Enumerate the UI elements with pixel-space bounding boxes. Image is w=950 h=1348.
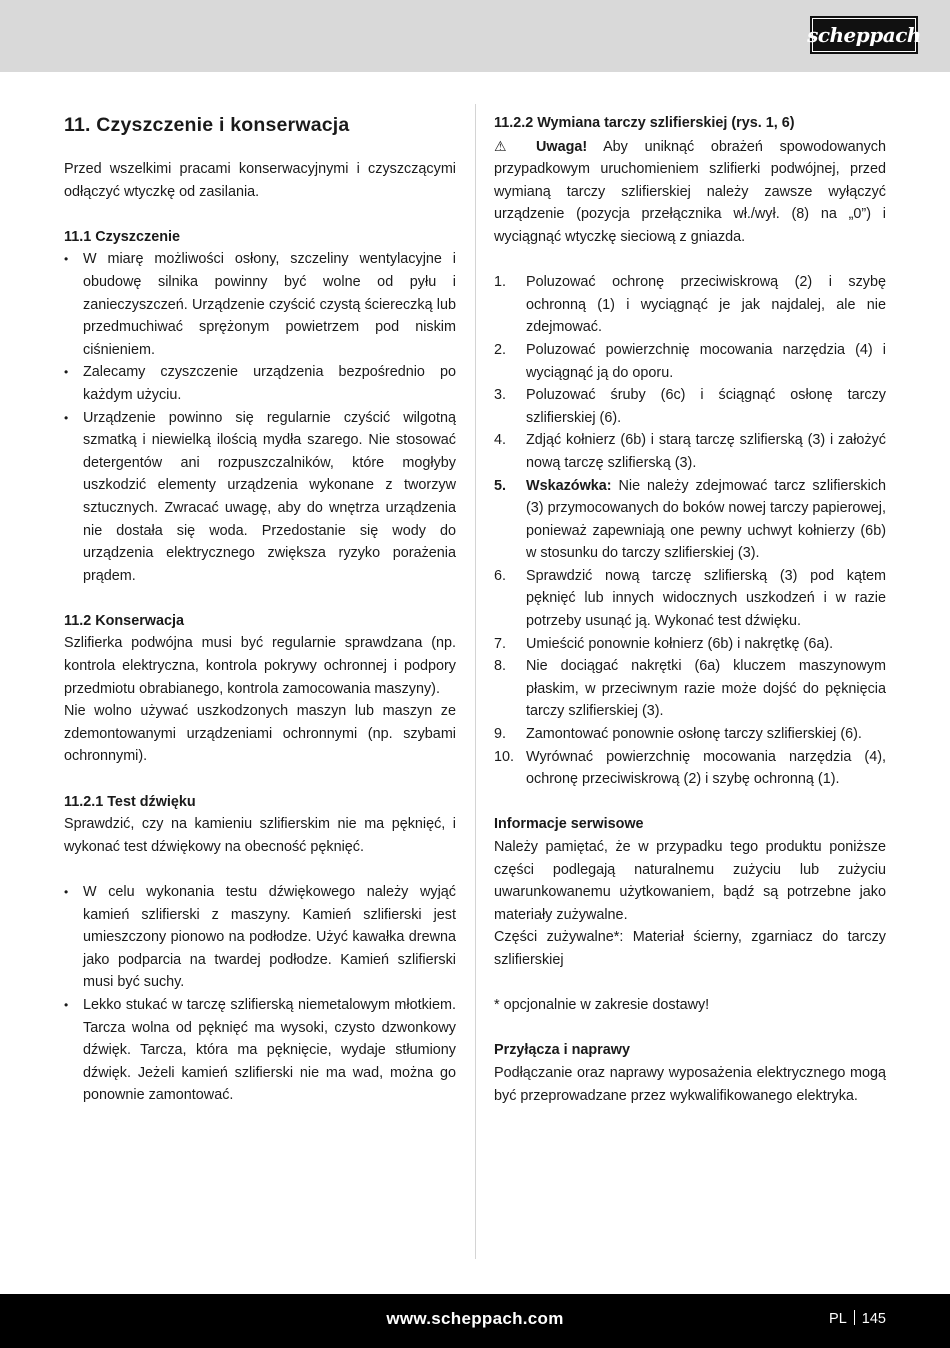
warning-label: Uwaga! [535,138,588,155]
warning-paragraph [494,135,886,249]
list-item: 9. Zamontować ponownie osłonę tarczy szlifierskiej (6). [494,726,862,743]
heading-service-info: Informacje serwisowe [494,816,644,833]
list-item: • Urządzenie powinno się regularnie czyścić wilgotną szmatką i niewielką ilością mydła szarego. Nie stosować detergentów ani rozpuszczalników, które mogłyby uszkodzić elementy urządzenia wykonane z tworzyw sztucznych. Zwracać uwagę, aby do wnętrza urządzenia nie dostała się woda. Przedostanie się wody do urządzenia elektrycznego zwiększa ryzyko porażenia prądem. [64,407,456,588]
heading-sound-test: 11.2.1 Test dźwięku [64,793,196,810]
heading-maintenance: 11.2 Konserwacja [64,612,184,629]
note-label: Wskazówka: [526,477,612,494]
list-item: 2. Poluzować powierzchnię mocowania narzędzia (4) i wyciągnąć ją do oporu. [494,341,886,381]
sound-test-paragraph: Sprawdzić, czy na kamieniu szlifierskim nie ma pęknięć, i wykonać test dźwiękowy na obecność pęknięć. [64,816,456,855]
steps-list [494,271,886,791]
list-item: 6. Sprawdzić nową tarczę szlifierską (3) pod kątem pęknięć lub innych widocznych uszkodzeń i w razie potrzeby usunąć ją. Wykonać test dźwięku. [494,567,886,630]
list-item: • W celu wykonania testu dźwiękowego należy wyjąć kamień szlifierski z maszyny. Kamień szlifierski jest umieszczony pionowo na podłodze. Użyć kawałka drewna jako podparcia na twardej podłodze. Kamień szlifierski musi być suchy. [64,881,456,994]
heading-repairs: Przyłącza i naprawy [494,1042,630,1059]
list-item: 8. Nie dociągać nakrętki (6a) kluczem maszynowym płaskim, w przeciwnym razie może dojść do pęknięcia tarczy szlifierskiej (3). [494,658,886,720]
list-item: 4. Zdjąć kołnierz (6b) i starą tarczę szlifierską (3) i założyć nową tarczę szlifierską (3). [494,432,886,471]
service-paragraph-2: Części zużywalne*: Materiał ścierny, zgarniacz do tarczy szlifierskiej [494,929,886,968]
list-item: • Lekko stukać w tarczę szlifierską niemetalowym młotkiem. Tarcza wolna od pęknięć ma wysoki, czysto dzwonkowy dźwięk. Tarcza, która ma pęknięcie, wydaje stłumiony dźwięk. Jeżeli kamień szlifierski nie ma wad, można go ponownie zamontować. [64,994,456,1107]
list-item: 7. Umieścić ponownie kołnierz (6b) i nakrętkę (6a). [494,635,834,652]
intro-paragraph: Przed wszelkimi pracami konserwacyjnymi i czyszczącymi odłączyć wtyczkę od zasilania. [64,161,456,200]
list-item: 5. Wskazówka: Nie należy zdejmować tarcz szlifierskich (3) przymocowanych do boków nowej tarczy papierowej, ponieważ zapewniają one pewny uchwyt kołnierzy (6b) w stosunku do tarczy szlifierskiej (3). [494,477,886,562]
column-divider [475,104,476,1259]
sound-test-list [64,881,456,1107]
heading-cleaning: 11.1 Czyszczenie [64,228,180,245]
website-url: www.scheppach.com [386,1309,564,1328]
footer-bar [0,1294,950,1348]
list-item: • W miarę możliwości osłony, szczeliny wentylacyjne i obudowę silnika powinny być wolne od pyłu i zanieczyszczeń. Urządzenie czyścić czystą ściereczką lub przedmuchiwać sprężonym powietrzem pod niskim ciśnieniem. [64,248,456,361]
page-num: 145 [861,1311,886,1327]
maintenance-paragraph-2: Nie wolno używać uszkodzonych maszyn lub maszyn ze zdemontowanymi urządzeniami ochronnymi (np. szybami ochronnymi). [64,703,456,765]
list-item: 10. Wyrównać powierzchnię mocowania narzędzia (4), ochronę przeciwiskrową (2) i szybę ochronną (1). [494,748,886,788]
brand-logo: scheppach [810,16,918,54]
page-number [829,1310,886,1327]
list-item: 1. Poluzować ochronę przeciwiskrową (2) i szybę ochronną (1) i wyciągnąć je jak najdalej, ale nie zdejmować. [494,274,886,336]
warning-icon: ⚠ [494,137,520,154]
list-item: • Zalecamy czyszczenie urządzenia bezpośrednio po każdym użyciu. [64,361,456,406]
heading-wheel-change: 11.2.2 Wymiana tarczy szlifierskiej (rys. 1, 6) [494,115,795,131]
right-column [494,112,886,1107]
footnote: * opcjonalnie w zakresie dostawy! [494,997,710,1014]
section-title: 11. Czyszczenie i konserwacja [64,114,350,136]
warning-text: Aby uniknąć obrażeń spowodowanych przypadkowym uruchomieniem szlifierki podwójnej, przed wymianą tarczy szlifierskiej należy zawsze wyłączyć urządzenie (pozycja przełącznika wł./wył. (8) na „0”) i wyciągnąć wtyczkę sieciową z gniazda. [494,138,887,245]
service-paragraph: Należy pamiętać, że w przypadku tego produktu poniższe części podlegają naturalnemu zużyciu lub zużyciu uwarunkowanemu użytkowaniem, bądź są potrzebne jako materiały zużywalne. [494,839,886,923]
cleaning-list [64,248,456,587]
header-bar [0,0,950,72]
repairs-paragraph: Podłączanie oraz naprawy wyposażenia elektrycznego mogą być przeprowadzane przez wykwalifikowanego elektryka. [494,1064,886,1104]
maintenance-paragraph: Szlifierka podwójna musi być regularnie sprawdzana (np. kontrola elektryczna, kontrola pokrywy ochronnej i podpory przedmiotu obrabianego, kontrola zamocowania maszyny). [64,635,456,697]
left-column [64,112,456,1107]
language-code: PL [829,1311,847,1327]
list-item: 3. Poluzować śruby (6c) i ściągnąć osłonę tarczy szlifierskiej (6). [494,387,886,426]
